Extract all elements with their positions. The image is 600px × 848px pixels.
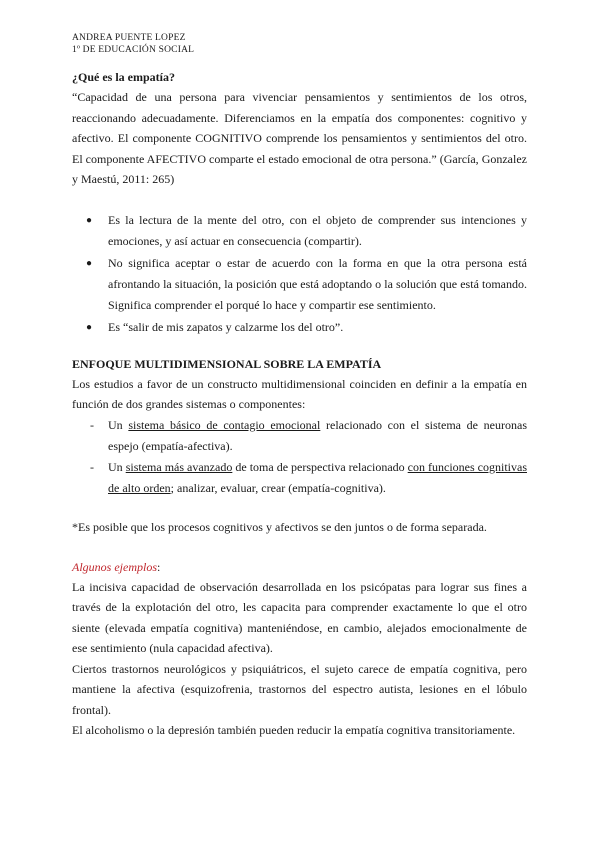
example-paragraph: Ciertos trastornos neurológicos y psiquiátricos, el sujeto carece de empatía cognitiva, pero mantiene la afectiva (esquizofrenia, trastornos del espectro autista, lesiones en el lóbulo frontal). [72,661,527,717]
intro-quote: “Capacidad de una persona para vivenciar pensamientos y sentimientos de los otros, reaccionando adecuadamente. Diferenciamos en la empatía dos componentes: cognitivo y afectivo. El componente COGNITIVO comprende los pensamientos y sentimientos del otro. El componente AFECTIVO comparte el estado emocional de otra persona.” (García, Gonzalez y Maestú, 2011: 265) [72,90,527,186]
bullet-item [72,210,527,252]
document-header [72,32,527,56]
component-mid: de toma de perspectiva relacionado [232,459,408,474]
examples-heading [72,557,527,577]
bullet-list [72,210,527,338]
example-paragraph: El alcoholismo o la depresión también pueden reducir la empatía cognitiva transitoriamente. [72,723,516,737]
bullet-dot-icon: ● [86,257,93,269]
bullet-text: No significa aceptar o estar de acuerdo con la forma en que la otra persona está afrontando la situación, la posición que está adoptando o la solución que está tomando. Significa comprender el porqué lo hace y compartir ese sentimiento. [108,255,527,312]
author-name: ANDREA PUENTE LOPEZ [72,33,186,43]
bullet-text: Es la lectura de la mente del otro, con el objeto de comprender sus intenciones y emociones, y así actuar en consecuencia (compartir). [108,212,527,248]
dash-icon: - [90,417,94,432]
bullet-dot-icon: ● [86,321,93,333]
example-paragraph: La incisiva capacidad de observación desarrollada en los psicópatas para lograr sus fines a través de la explotación del otro, les capacita para comprender exactamente lo que el otro siente (elevada empatía cognitiva) manteniéndose, en cambio, alejados emocionalmente de ese sentimiento (nula capacidad afectiva). [72,579,527,655]
component-item [72,457,527,499]
component-pre: Un [108,417,129,432]
examples-heading-text: Algunos ejemplos [72,559,157,574]
dash-icon: - [90,459,94,474]
component-list [72,415,527,499]
bullet-dot-icon: ● [86,214,93,226]
course-name: 1º DE EDUCACIÓN SOCIAL [72,45,195,55]
bullet-item [72,317,527,338]
section-title-multidimensional: ENFOQUE MULTIDIMENSIONAL SOBRE LA EMPATÍA [72,356,382,371]
component-underlined-term-2: con funciones cognitivas de alto orden [108,459,527,495]
component-underlined-term: sistema básico de contagio emocional [128,417,321,432]
bullet-item [72,253,527,316]
footnote: *Es posible que los procesos cognitivos y afectivos se den juntos o de forma separada. [72,519,487,534]
intro-heading: ¿Qué es la empatía? [72,70,175,84]
multidimensional-intro: Los estudios a favor de un constructo multidimensional coinciden en definir a la empatía en función de dos grandes sistemas o componentes: [72,376,527,411]
component-underlined-term: sistema más avanzado [125,459,233,474]
bullet-text: Es “salir de mis zapatos y calzarme los del otro”. [108,319,344,334]
component-post: ; analizar, evaluar, crear (empatía-cognitiva). [170,480,386,495]
examples-heading-colon: : [157,559,161,574]
document-page [72,32,527,741]
component-mid: relacionado con el sistema de neuronas espejo (empatía-afectiva). [108,417,528,453]
component-item [72,415,527,457]
component-pre: Un [108,459,126,474]
